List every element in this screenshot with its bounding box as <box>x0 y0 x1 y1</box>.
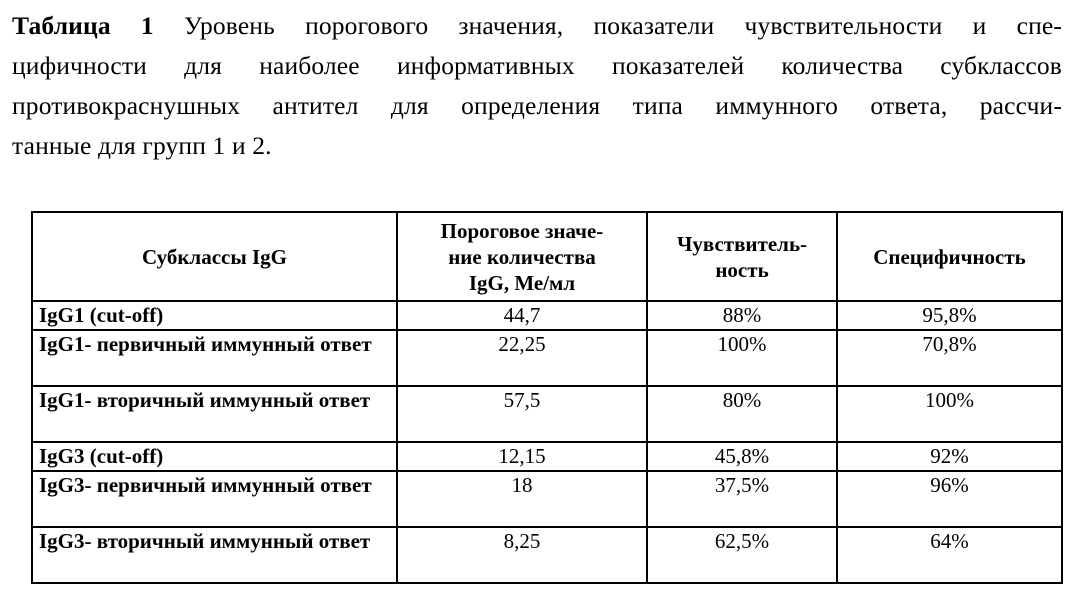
sensitivity-cell: 37,5% <box>647 471 837 527</box>
sensitivity-cell: 80% <box>647 386 837 442</box>
header-threshold-line-1: Пороговое значе- <box>440 218 604 243</box>
header-sensitivity <box>647 212 837 301</box>
row-label: IgG3 (cut-off) <box>32 442 397 471</box>
specificity-cell: 64% <box>837 527 1062 583</box>
table-row <box>32 386 1062 442</box>
header-threshold-line-3: IgG, Ме/мл <box>468 270 576 295</box>
caption-label: Таблица 1 <box>12 11 154 40</box>
caption-line-3: противокраснушных антител для определения типа иммунного ответа, рассчи- <box>12 91 1062 120</box>
threshold-cell: 12,15 <box>397 442 647 471</box>
specificity-cell: 70,8% <box>837 330 1062 386</box>
row-label: IgG1 (cut-off) <box>32 301 397 330</box>
table-row <box>32 471 1062 527</box>
threshold-cell: 8,25 <box>397 527 647 583</box>
caption-line-2: цифичности для наиболее информативных показателей количества субклассов <box>12 51 1062 80</box>
header-sensitivity-line-2: ность <box>715 257 769 282</box>
specificity-cell: 92% <box>837 442 1062 471</box>
caption-line-1 <box>12 6 1062 46</box>
header-row <box>32 212 1062 301</box>
caption-line-4: танные для групп 1 и 2. <box>12 131 272 160</box>
threshold-cell: 44,7 <box>397 301 647 330</box>
specificity-cell: 95,8% <box>837 301 1062 330</box>
header-threshold-line-2: ние количества <box>448 244 596 269</box>
table-caption <box>12 6 1062 166</box>
sensitivity-cell: 62,5% <box>647 527 837 583</box>
table-row <box>32 527 1062 583</box>
table-row <box>32 301 1062 330</box>
threshold-cell: 22,25 <box>397 330 647 386</box>
specificity-cell: 96% <box>837 471 1062 527</box>
specificity-cell: 100% <box>837 386 1062 442</box>
table-row <box>32 330 1062 386</box>
header-subclass: Субклассы IgG <box>32 212 397 301</box>
header-sensitivity-line-1: Чувствитель- <box>676 231 808 256</box>
row-label: IgG3- первичный иммунный ответ <box>32 471 397 527</box>
header-specificity: Специфичность <box>837 212 1062 301</box>
row-label: IgG3- вторичный иммунный ответ <box>32 527 397 583</box>
caption-text-1: Уровень порогового значения, показатели чувствительности и спе- <box>184 11 1063 40</box>
sensitivity-cell: 100% <box>647 330 837 386</box>
data-table <box>31 211 1063 584</box>
table-row <box>32 442 1062 471</box>
row-label: IgG1- вторичный иммунный ответ <box>32 386 397 442</box>
row-label: IgG1- первичный иммунный ответ <box>32 330 397 386</box>
threshold-cell: 18 <box>397 471 647 527</box>
sensitivity-cell: 45,8% <box>647 442 837 471</box>
sensitivity-cell: 88% <box>647 301 837 330</box>
threshold-cell: 57,5 <box>397 386 647 442</box>
header-threshold <box>397 212 647 301</box>
